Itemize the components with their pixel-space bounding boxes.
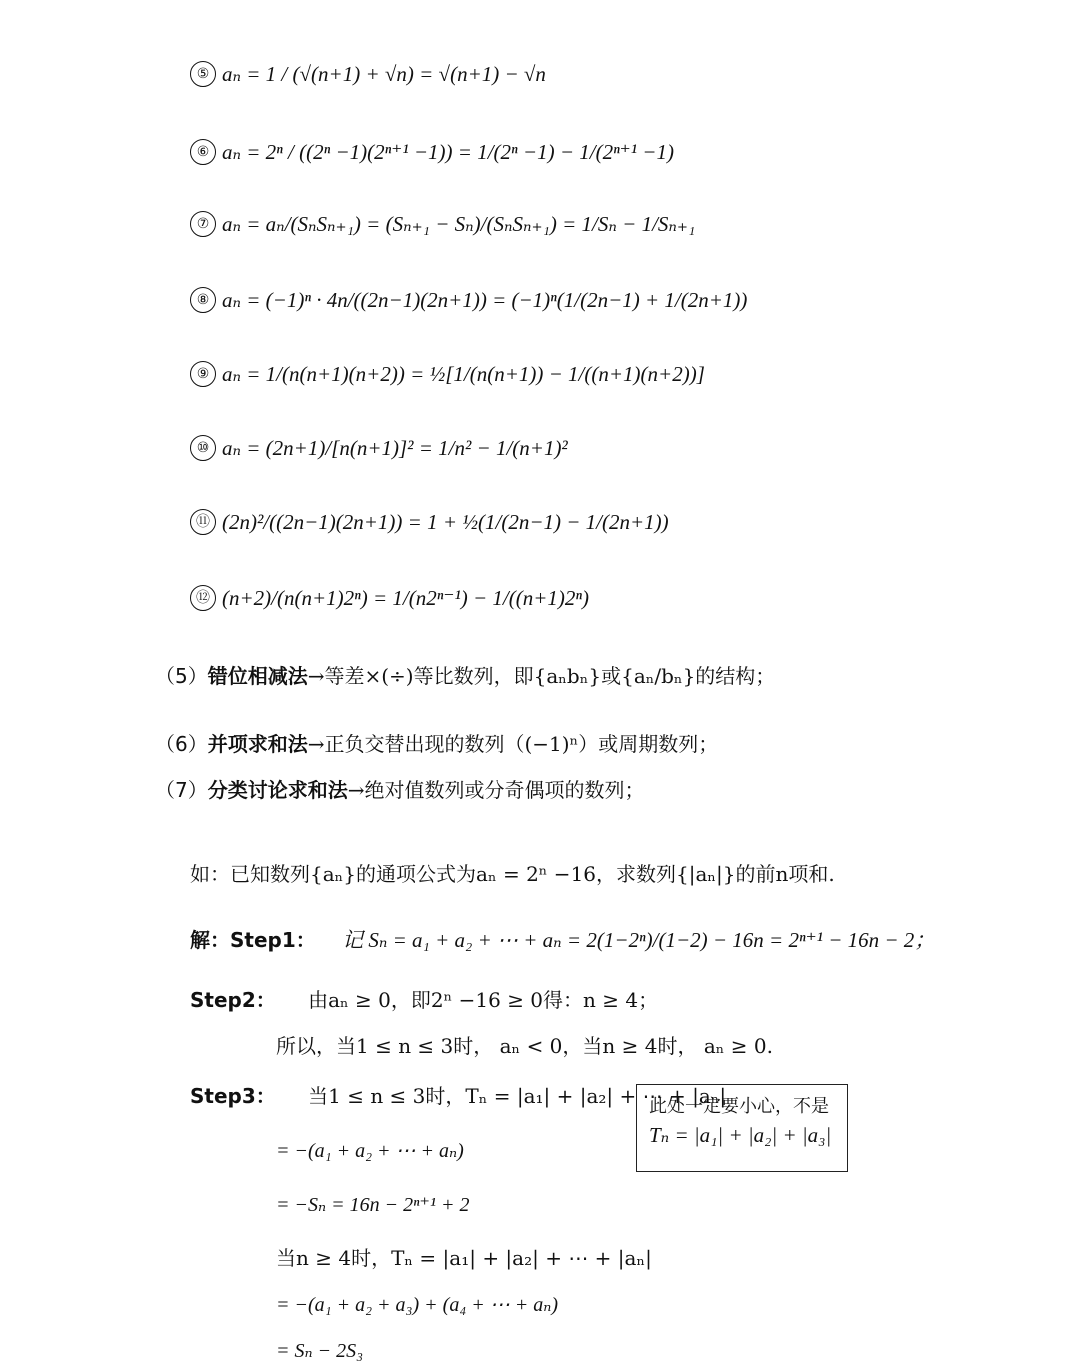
example-prompt: 如：已知数列{aₙ}的通项公式为aₙ = 2ⁿ −16，求数列{|aₙ|}的前n项和. [190, 862, 835, 886]
step3-line-d: 当n ≥ 4时，Tₙ = |a₁| + |a₂| + ⋯ + |aₙ| [276, 1246, 652, 1270]
formula-label: ⑥ [190, 139, 216, 165]
method-name: 并项求和法 [207, 732, 308, 756]
method-name: 错位相减法 [207, 664, 308, 688]
formula-label: ⑫ [190, 585, 216, 611]
formula-row-9 [190, 338, 705, 410]
formula-text: aₙ = 1/(n(n+1)(n+2)) = ½[1/(n(n+1)) − 1/((n+1)(n+2))] [222, 361, 705, 386]
formula-label: ⑤ [190, 61, 216, 87]
formula-row-6 [190, 116, 674, 188]
method-6 [155, 728, 718, 757]
formula-label: ⑪ [190, 509, 216, 535]
step2 [190, 984, 658, 1013]
formula-row-11 [190, 486, 669, 558]
formula-text: aₙ = aₙ/(SₙSₙ₊₁) = (Sₙ₊₁ − Sₙ)/(SₙSₙ₊₁) = 1/Sₙ − 1/Sₙ₊₁ [222, 211, 696, 236]
method-desc: →等差×(÷)等比数列，即{aₙbₙ}或{aₙ/bₙ}的结构； [307, 664, 776, 688]
step-label: Step3： [190, 1084, 276, 1108]
method-number: （6） [155, 732, 208, 756]
formula-row-10 [190, 412, 568, 484]
step3-line-b: = −(a₁ + a₂ + ⋯ + aₙ) [276, 1140, 464, 1162]
method-7 [155, 774, 645, 803]
formula-row-7 [190, 188, 695, 260]
note-line-1: 此处一定要小心，不是 [649, 1096, 829, 1117]
formula-text: (2n)²/((2n−1)(2n+1)) = 1 + ½(1/(2n−1) − 1/(2n+1)) [222, 509, 669, 534]
formula-label: ⑧ [190, 287, 216, 313]
step1 [190, 924, 935, 954]
step2-conclusion: 所以，当1 ≤ n ≤ 3时， aₙ < 0，当n ≥ 4时， aₙ ≥ 0. [276, 1034, 773, 1058]
step3-line-c: = −Sₙ = 16n − 2ⁿ⁺¹ + 2 [276, 1194, 470, 1216]
formula-label: ⑩ [190, 435, 216, 461]
formula-text: aₙ = 2ⁿ / ((2ⁿ −1)(2ⁿ⁺¹ −1)) = 1/(2ⁿ −1) − 1/(2ⁿ⁺¹ −1) [222, 139, 674, 164]
step-text: 当1 ≤ n ≤ 3时，Tₙ = |a₁| + |a₂| + ⋯ + |aₙ| [308, 1084, 727, 1108]
step-text: 由aₙ ≥ 0，即2ⁿ −16 ≥ 0得：n ≥ 4； [308, 988, 659, 1012]
formula-text: aₙ = 1 / (√(n+1) + √n) = √(n+1) − √n [222, 61, 546, 86]
method-desc: →正负交替出现的数列（(−1)ⁿ）或周期数列； [307, 732, 719, 756]
formula-text: aₙ = (2n+1)/[n(n+1)]² = 1/n² − 1/(n+1)² [222, 435, 568, 460]
formula-row-5 [190, 38, 546, 110]
formula-row-8 [190, 264, 747, 336]
formula-text: (n+2)/(n(n+1)2ⁿ) = 1/(n2ⁿ⁻¹) − 1/((n+1)2ⁿ) [222, 585, 589, 610]
method-name: 分类讨论求和法 [207, 778, 348, 802]
formula-label: ⑨ [190, 361, 216, 387]
method-number: （7） [155, 778, 208, 802]
step-text: 记 Sₙ = a₁ + a₂ + ⋯ + aₙ = 2(1−2ⁿ)/(1−2) − 16n = 2ⁿ⁺¹ − 16n − 2； [342, 928, 936, 952]
step3-line-e: = −(a₁ + a₂ + a₃) + (a₄ + ⋯ + aₙ) [276, 1294, 559, 1316]
warning-note-box [636, 1084, 848, 1172]
step3-line-f: = Sₙ − 2S₃ [276, 1340, 364, 1362]
formula-row-12 [190, 562, 589, 634]
method-number: （5） [155, 664, 208, 688]
note-line-2: Tₙ = |a₁| + |a₂| + |a₃| [649, 1123, 832, 1147]
step-label: 解：Step1： [190, 928, 316, 952]
step-label: Step2： [190, 988, 276, 1012]
method-5 [155, 660, 775, 689]
method-desc: →绝对值数列或分奇偶项的数列； [347, 778, 645, 802]
formula-text: aₙ = (−1)ⁿ · 4n/((2n−1)(2n+1)) = (−1)ⁿ(1/(2n−1) + 1/(2n+1)) [222, 287, 748, 312]
formula-label: ⑦ [190, 211, 216, 237]
